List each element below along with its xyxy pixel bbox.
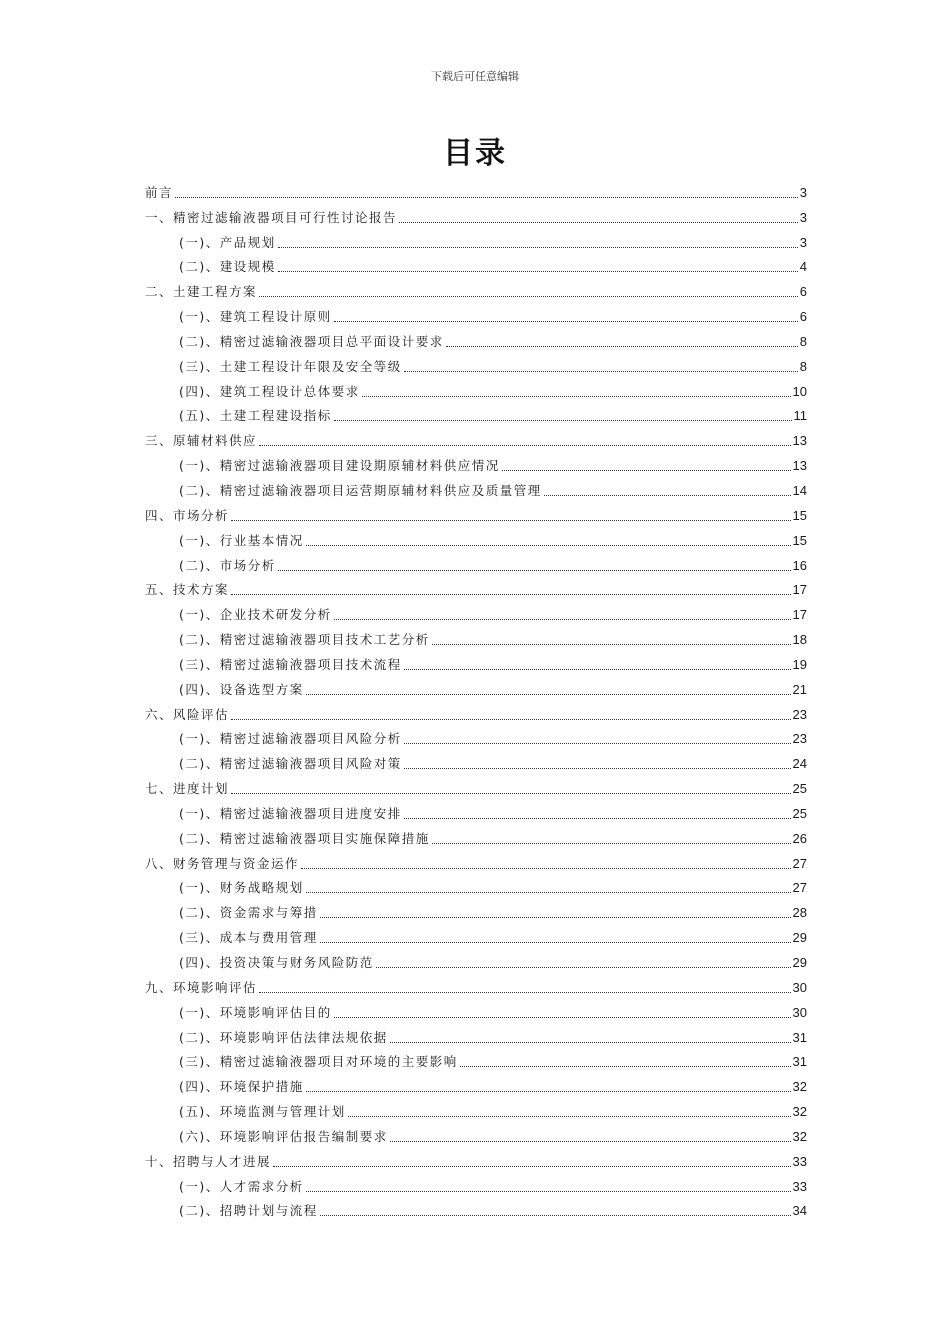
- toc-page-number: 25: [792, 781, 807, 797]
- toc-page-number: 14: [792, 482, 807, 498]
- toc-leader-dots: [404, 668, 791, 670]
- toc-entry-label: (一)、财务战略规划: [179, 880, 304, 896]
- toc-entry-label: 十、招聘与人才进展: [145, 1153, 272, 1169]
- toc-leader-dots: [362, 395, 791, 397]
- toc-page-number: 34: [792, 1203, 807, 1219]
- toc-page-number: 13: [792, 458, 807, 474]
- toc-leader-dots: [404, 817, 791, 819]
- toc-leader-dots: [259, 295, 798, 297]
- toc-subentry[interactable]: [145, 449, 807, 474]
- toc-leader-dots: [544, 494, 791, 496]
- toc-leader-dots: [404, 767, 791, 769]
- toc-entry-label: (一)、行业基本情况: [179, 532, 304, 548]
- toc-page-number: 32: [792, 1079, 807, 1095]
- toc-entry[interactable]: [145, 1145, 807, 1170]
- toc-leader-dots: [390, 1140, 791, 1142]
- toc-entry-label: (二)、资金需求与筹措: [179, 905, 318, 921]
- toc-subentry[interactable]: [145, 1195, 807, 1220]
- toc-subentry[interactable]: [145, 1021, 807, 1046]
- toc-leader-dots: [231, 792, 791, 794]
- toc-entry-label: (三)、精密过滤输液器项目对环境的主要影响: [179, 1054, 458, 1070]
- toc-subentry[interactable]: [145, 598, 807, 623]
- toc-entry-label: (一)、精密过滤输液器项目建设期原辅材料供应情况: [179, 458, 500, 474]
- toc-subentry[interactable]: [145, 673, 807, 698]
- toc-leader-dots: [278, 246, 798, 248]
- toc-entry[interactable]: [145, 275, 807, 300]
- toc-page-number: 30: [792, 1004, 807, 1020]
- toc-leader-dots: [502, 469, 791, 471]
- toc-entry-label: 一、精密过滤输液器项目可行性讨论报告: [145, 209, 398, 225]
- toc-subentry[interactable]: [145, 996, 807, 1021]
- toc-page-number: 30: [792, 979, 807, 995]
- toc-subentry[interactable]: [145, 1170, 807, 1195]
- toc-entry-label: (一)、建筑工程设计原则: [179, 309, 332, 325]
- toc-entry-label: (一)、精密过滤输液器项目风险分析: [179, 731, 402, 747]
- toc-entry-label: (一)、精密过滤输液器项目进度安排: [179, 805, 402, 821]
- toc-page-number: 8: [799, 358, 807, 374]
- toc-page-number: 16: [792, 557, 807, 573]
- toc-subentry[interactable]: [145, 747, 807, 772]
- toc-entry-label: (二)、招聘计划与流程: [179, 1203, 318, 1219]
- toc-entry-label: 三、原辅材料供应: [145, 433, 258, 449]
- toc-page-number: 31: [792, 1029, 807, 1045]
- toc-entry-label: (四)、设备选型方案: [179, 681, 304, 697]
- toc-subentry[interactable]: [145, 1070, 807, 1095]
- toc-subentry[interactable]: [145, 375, 807, 400]
- toc-leader-dots: [404, 742, 791, 744]
- toc-leader-dots: [446, 345, 798, 347]
- toc-entry-label: 五、技术方案: [145, 582, 230, 598]
- toc-page-number: 21: [792, 681, 807, 697]
- toc-leader-dots: [404, 370, 798, 372]
- toc-page-number: 3: [799, 184, 807, 200]
- toc-entry[interactable]: [145, 698, 807, 723]
- toc-leader-dots: [231, 718, 791, 720]
- toc-subentry[interactable]: [145, 251, 807, 276]
- toc-page-number: 10: [792, 383, 807, 399]
- toc-entry-label: (二)、市场分析: [179, 557, 276, 573]
- toc-leader-dots: [432, 643, 791, 645]
- toc-subentry[interactable]: [145, 549, 807, 574]
- toc-leader-dots: [306, 693, 791, 695]
- toc-page-number: 33: [792, 1153, 807, 1169]
- toc-entry-label: (二)、精密过滤输液器项目风险对策: [179, 756, 402, 772]
- toc-subentry[interactable]: [145, 623, 807, 648]
- toc-leader-dots: [390, 1041, 791, 1043]
- toc-subentry[interactable]: [145, 648, 807, 673]
- toc-subentry[interactable]: [145, 896, 807, 921]
- toc-page-number: 23: [792, 731, 807, 747]
- toc-leader-dots: [348, 1115, 791, 1117]
- toc-leader-dots: [320, 916, 791, 918]
- toc-leader-dots: [320, 941, 791, 943]
- toc-subentry[interactable]: [145, 325, 807, 350]
- toc-leader-dots: [278, 569, 791, 571]
- toc-leader-dots: [306, 544, 791, 546]
- toc-entry-label: 九、环境影响评估: [145, 979, 258, 995]
- toc-entry-label: (一)、环境影响评估目的: [179, 1004, 332, 1020]
- toc-entry-label: 七、进度计划: [145, 781, 230, 797]
- toc-leader-dots: [301, 867, 791, 869]
- toc-entry-label: (四)、建筑工程设计总体要求: [179, 383, 360, 399]
- toc-subentry[interactable]: [145, 300, 807, 325]
- toc-subentry[interactable]: [145, 400, 807, 425]
- toc-leader-dots: [306, 1190, 791, 1192]
- toc-subentry[interactable]: [145, 822, 807, 847]
- toc-page-number: 17: [792, 582, 807, 598]
- toc-entry-label: (三)、土建工程设计年限及安全等级: [179, 358, 402, 374]
- toc-entry-label: (二)、精密过滤输液器项目运营期原辅材料供应及质量管理: [179, 482, 542, 498]
- toc-page-number: 3: [799, 234, 807, 250]
- toc-page-number: 32: [792, 1128, 807, 1144]
- toc-page-number: 17: [792, 607, 807, 623]
- toc-entry-label: (五)、环境监测与管理计划: [179, 1104, 346, 1120]
- toc-entry-label: (一)、企业技术研发分析: [179, 607, 332, 623]
- toc-page-number: 31: [792, 1054, 807, 1070]
- toc-page-number: 15: [792, 532, 807, 548]
- toc-page-number: 13: [792, 433, 807, 449]
- toc-entry-label: (五)、土建工程建设指标: [179, 408, 332, 424]
- toc-leader-dots: [334, 618, 791, 620]
- toc-entry-label: (二)、建设规模: [179, 259, 276, 275]
- toc-page-number: 25: [792, 805, 807, 821]
- toc-subentry[interactable]: [145, 474, 807, 499]
- toc-subentry[interactable]: [145, 226, 807, 251]
- toc-entry-label: (四)、投资决策与财务风险防范: [179, 955, 374, 970]
- toc-entry-label: (二)、精密过滤输液器项目实施保障措施: [179, 830, 430, 846]
- toc-leader-dots: [231, 519, 791, 521]
- toc-entry[interactable]: [145, 574, 807, 599]
- toc-leader-dots: [334, 419, 792, 421]
- toc-title: 目录: [443, 136, 507, 171]
- toc-leader-dots: [334, 320, 798, 322]
- toc-page-number: 18: [792, 632, 807, 648]
- toc-entry[interactable]: [145, 499, 807, 524]
- toc-entry[interactable]: [145, 201, 807, 226]
- toc-page-number: 6: [799, 284, 807, 300]
- toc-subentry[interactable]: [145, 946, 807, 971]
- toc-subentry[interactable]: [145, 1120, 807, 1145]
- toc-leader-dots: [306, 891, 791, 893]
- toc-leader-dots: [278, 270, 798, 272]
- toc-subentry[interactable]: [145, 1046, 807, 1071]
- header-note: 下载后可任意编辑: [431, 70, 519, 83]
- toc-leader-dots: [231, 593, 791, 595]
- toc-subentry[interactable]: [145, 524, 807, 549]
- toc-entry[interactable]: [145, 424, 807, 449]
- toc-entry-label: (三)、成本与费用管理: [179, 930, 318, 946]
- toc-page-number: 4: [799, 259, 807, 275]
- toc-subentry[interactable]: [145, 723, 807, 748]
- toc-entry-label: (三)、精密过滤输液器项目技术流程: [179, 656, 402, 672]
- toc-leader-dots: [175, 196, 798, 198]
- toc-page-number: 19: [792, 656, 807, 672]
- toc-leader-dots: [273, 1165, 791, 1167]
- toc-entry[interactable]: [145, 176, 807, 201]
- toc-leader-dots: [399, 221, 798, 223]
- toc-leader-dots: [306, 1090, 791, 1092]
- toc-leader-dots: [432, 842, 791, 844]
- toc-entry[interactable]: [145, 772, 807, 797]
- toc-page-number: 33: [792, 1178, 807, 1194]
- toc-page-number: 11: [793, 408, 807, 424]
- toc-leader-dots: [320, 1214, 791, 1216]
- table-of-contents: [145, 176, 807, 1219]
- toc-leader-dots: [259, 991, 791, 993]
- toc-subentry[interactable]: [145, 1095, 807, 1120]
- toc-page-number: 27: [792, 855, 807, 871]
- toc-page-number: 32: [792, 1104, 807, 1120]
- toc-entry-label: 六、风险评估: [145, 706, 230, 722]
- toc-page-number: 26: [792, 830, 807, 846]
- toc-entry-label: 四、市场分析: [145, 507, 230, 523]
- toc-entry-label: 二、土建工程方案: [145, 284, 258, 300]
- toc-entry-label: (四)、环境保护措施: [179, 1079, 304, 1095]
- toc-subentry[interactable]: [145, 872, 807, 897]
- toc-subentry[interactable]: [145, 350, 807, 375]
- toc-page-number: 15: [792, 507, 807, 523]
- toc-entry-label: (六)、环境影响评估报告编制要求: [179, 1128, 388, 1144]
- toc-entry-label: (一)、产品规划: [179, 234, 276, 250]
- toc-leader-dots: [334, 1016, 791, 1018]
- toc-entry[interactable]: [145, 847, 807, 872]
- toc-subentry[interactable]: [145, 797, 807, 822]
- toc-leader-dots: [376, 966, 791, 968]
- toc-entry[interactable]: [145, 971, 807, 996]
- toc-page-number: 23: [792, 706, 807, 722]
- toc-entry-label: (二)、精密过滤输液器项目总平面设计要求: [179, 333, 444, 349]
- toc-page-number: 24: [792, 756, 807, 772]
- toc-entry-label: (二)、精密过滤输液器项目技术工艺分析: [179, 632, 430, 648]
- toc-subentry[interactable]: [145, 921, 807, 946]
- toc-page-number: 29: [792, 955, 807, 970]
- toc-leader-dots: [460, 1065, 791, 1067]
- toc-entry-label: (一)、人才需求分析: [179, 1178, 304, 1194]
- toc-page-number: 6: [799, 309, 807, 325]
- toc-page-number: 8: [799, 333, 807, 349]
- toc-page-number: 3: [799, 209, 807, 225]
- toc-page-number: 28: [792, 905, 807, 921]
- toc-entry-label: 前言: [145, 184, 174, 200]
- toc-entry-label: 八、财务管理与资金运作: [145, 855, 300, 871]
- toc-page-number: 29: [792, 930, 807, 946]
- toc-leader-dots: [259, 444, 791, 446]
- toc-page-number: 27: [792, 880, 807, 896]
- toc-entry-label: (二)、环境影响评估法律法规依据: [179, 1029, 388, 1045]
